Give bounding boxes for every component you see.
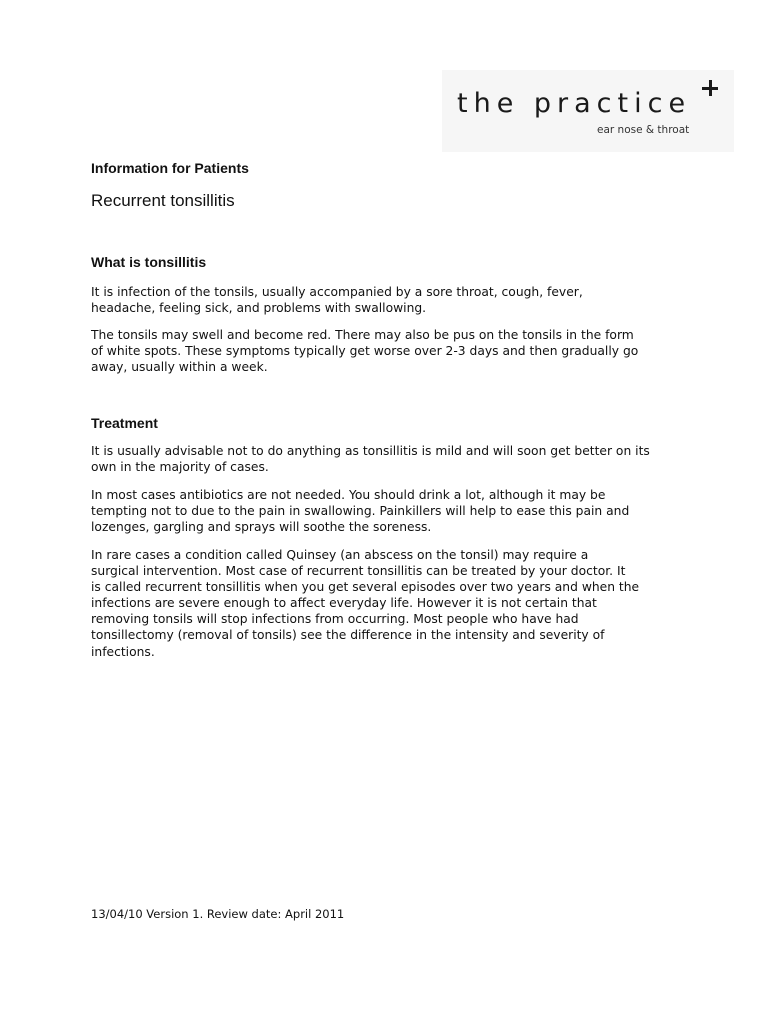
paragraph-line: infections.	[91, 644, 155, 659]
paragraph-line: The tonsils may swell and become red. There may also be pus on the tonsils in the form	[91, 328, 634, 342]
logo-wordmark: the practice	[457, 88, 692, 119]
paragraph-line: infections are severe enough to affect everyday life. However it is not certain that	[91, 596, 597, 611]
paragraph-line: In rare cases a condition called Quinsey (an abscess on the tonsil) may require a	[91, 548, 589, 562]
paragraph	[91, 547, 691, 660]
paragraph-line: removing tonsils will stop infections from occurring. Most people who have had	[91, 612, 579, 627]
section-heading-treatment: Treatment	[91, 415, 158, 431]
paragraph-line: is called recurrent tonsillitis when you get several episodes over two years and when the	[91, 580, 640, 595]
paragraph	[91, 487, 691, 535]
paragraph	[91, 327, 691, 375]
plus-icon	[702, 80, 718, 96]
section-heading-what-is-tonsillitis: What is tonsillitis	[91, 254, 207, 270]
paragraph	[91, 284, 691, 316]
paragraph-line: It is infection of the tonsils, usually accompanied by a sore throat, cough, fever,	[91, 285, 583, 299]
info-heading: Information for Patients	[91, 160, 249, 176]
paragraph-line: surgical intervention. Most case of recurrent tonsillitis can be treated by your doctor. It	[91, 564, 626, 579]
logo-tagline: ear nose & throat	[597, 124, 690, 136]
paragraph-line: of white spots. These symptoms typically get worse over 2-3 days and then gradually go	[91, 344, 639, 359]
page-title: Recurrent tonsillitis	[91, 191, 235, 210]
paragraph-line: It is usually advisable not to do anything as tonsillitis is mild and will soon get better on its	[91, 444, 650, 458]
paragraph-line: away, usually within a week.	[91, 360, 268, 375]
paragraph	[91, 443, 691, 475]
paragraph-line: lozenges, gargling and sprays will soothe the soreness.	[91, 520, 432, 535]
paragraph-line: headache, feeling sick, and problems with swallowing.	[91, 301, 427, 316]
paragraph-line: own in the majority of cases.	[91, 460, 269, 475]
paragraph-line: tempting not to due to the pain in swallowing. Painkillers will help to ease this pain and	[91, 504, 630, 519]
footer-version: 13/04/10 Version 1. Review date: April 2011	[91, 907, 345, 921]
paragraph-line: In most cases antibiotics are not needed. You should drink a lot, although it may be	[91, 488, 606, 502]
paragraph-line: tonsillectomy (removal of tonsils) see the difference in the intensity and severity of	[91, 628, 605, 643]
